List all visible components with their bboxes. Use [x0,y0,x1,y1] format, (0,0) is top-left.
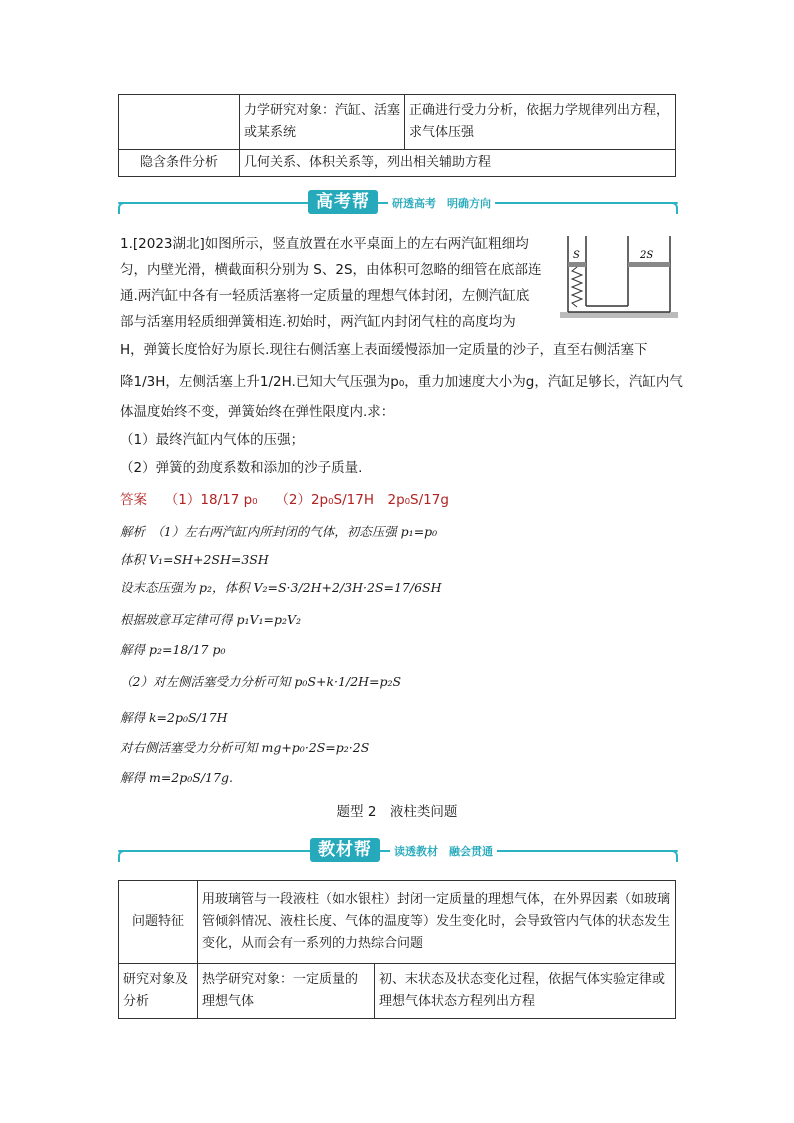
table-row [119,881,676,964]
answer-label: 答案 [120,492,147,508]
banner-badge: 高考帮 [308,190,378,214]
table-row [119,95,676,150]
table-surface [560,312,678,318]
problem-line: 匀，内壁光滑，横截面积分别为 S、2S，由体积可忽略的细管在底部连 [120,262,542,278]
problem-line: 部与活塞用轻质细弹簧相连.初始时，两汽缸内封闭气柱的高度均为 [120,314,516,330]
banner-subtitle: 读透教材 融会贯通 [390,843,497,859]
left-area-label: S [573,250,580,261]
problem-line: 体温度始终不变，弹簧始终在弹性限度内.求： [120,404,395,420]
banner-curl-left [118,202,128,214]
problem-line: 通.两汽缸中各有一轻质活塞将一定质量的理想气体封闭，左侧汽缸底 [120,288,530,304]
left-piston [568,262,586,267]
table-cell: 用玻璃管与一段液柱（如水银柱）封闭一定质量的理想气体，在外界因素（如玻璃管倾斜情况、液柱长度、气体的温度等）发生变化时，会导致管内气体的状态发生变化，从而会有一系列的力热综合问题 [198,881,676,964]
banner-curl-left [118,850,128,862]
table-cell: 研究对象及分析 [119,964,198,1019]
problem-line: （1）最终汽缸内气体的压强； [120,432,305,448]
section-title: 题型 2 液柱类问题 [336,804,458,820]
table-cell: 正确进行受力分析，依据力学规律列出方程，求气体压强 [405,95,676,150]
cylinder-figure [560,228,678,320]
solution-line: 解析 （1）左右两汽缸内所封闭的气体，初态压强 p₁=p₀ [120,524,438,539]
solution-line: 解得 p₂=18/17 p₀ [120,642,226,657]
gaokao-banner [118,190,678,216]
solution-line: 对右侧活塞受力分析可知 mg+p₀·2S=p₂·2S [120,740,370,755]
answer-part2: （2）2p₀S/17H 2p₀S/17g [275,492,449,508]
top-table [118,94,676,177]
banner-curl-right [668,850,678,862]
table-cell-empty [119,95,240,150]
table-cell: 问题特征 [119,881,198,964]
table-cell: 隐含条件分析 [119,150,240,177]
table-row [119,150,676,177]
answer-part1: （1）18/17 p₀ [164,492,258,508]
answer-line [120,490,449,510]
banner-badge: 教材帮 [310,838,380,862]
solution-line: 体积 V₁=SH+2SH=3SH [120,552,269,567]
solution-line: 解得 m=2p₀S/17g. [120,770,233,785]
table-cell: 初、末状态及状态变化过程，依据气体实验定律或理想气体状态方程列出方程 [375,964,676,1019]
bottom-table [118,880,676,1019]
table-row [119,964,676,1019]
problem-line: H，弹簧长度恰好为原长.现往右侧活塞上表面缓慢添加一定质量的沙子，直至右侧活塞下 [120,342,648,358]
banner-subtitle: 研透高考 明确方向 [388,195,495,211]
solution-line: （2）对左侧活塞受力分析可知 p₀S+k·1/2H=p₂S [120,674,402,689]
table-cell: 力学研究对象：汽缸、活塞或某系统 [240,95,405,150]
table-cell: 热学研究对象：一定质量的理想气体 [198,964,375,1019]
right-piston [628,262,670,267]
problem-line: （2）弹簧的劲度系数和添加的沙子质量. [120,460,363,476]
solution-line: 根据玻意耳定律可得 p₁V₁=p₂V₂ [120,612,302,627]
solution-line: 设末态压强为 p₂，体积 V₂=S·3/2H+2/3H·2S=17/6SH [120,580,442,595]
spring [572,267,582,307]
problem-line: 降1/3H，左侧活塞上升1/2H.已知大气压强为p₀，重力加速度大小为g，汽缸足够长，汽缸内气 [120,374,683,390]
right-area-label: 2S [640,250,654,261]
banner-curl-right [668,202,678,214]
jiaocai-banner [118,838,678,864]
solution-line: 解得 k=2p₀S/17H [120,710,228,725]
problem-line: 1.[2023湖北]如图所示，竖直放置在水平桌面上的左右两汽缸粗细均 [120,236,529,252]
table-cell: 几何关系、体积关系等，列出相关辅助方程 [240,150,676,177]
